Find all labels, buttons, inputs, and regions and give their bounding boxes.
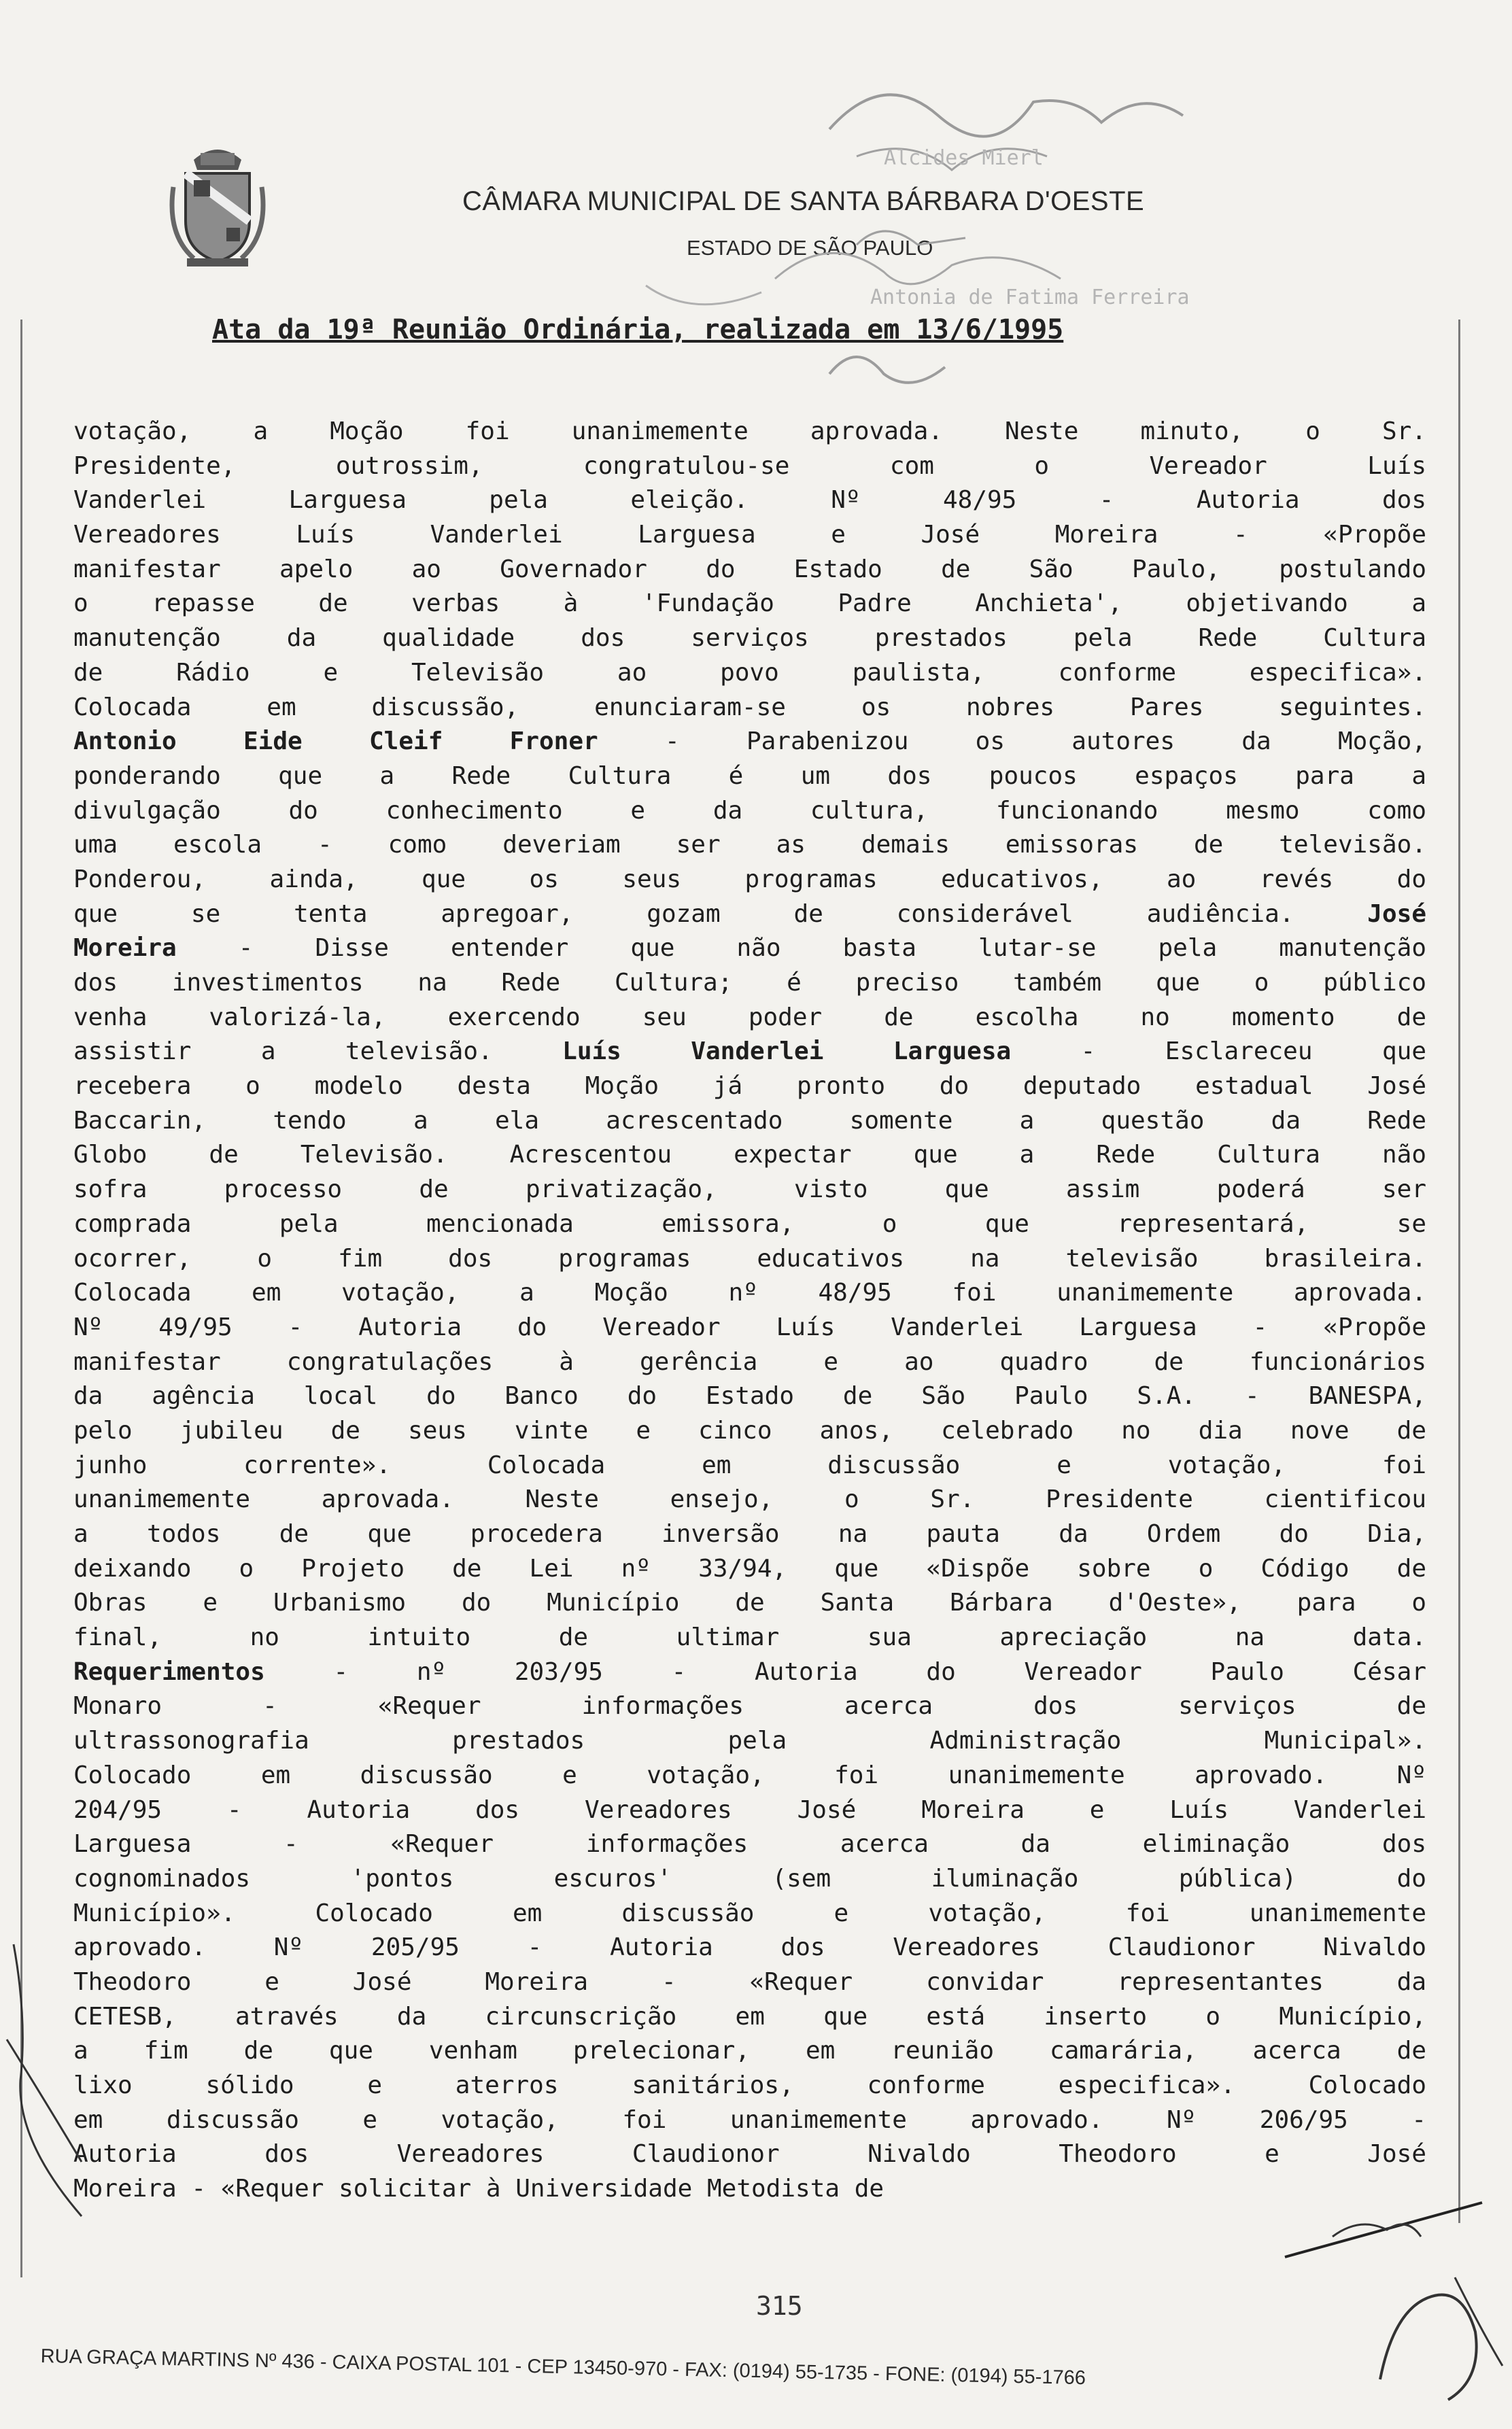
body-line: junho corrente». Colocada em discussão e votação, foi [73, 1451, 1426, 1479]
section-heading: Requerimentos [73, 1657, 265, 1686]
body-line: pelo jubileu de seus vinte e cinco anos, celebrado no dia nove de [73, 1416, 1426, 1445]
body-line: Colocada em votação, a Moção nº 48/95 foi unanimemente aprovada. [73, 1279, 1426, 1307]
body-line: ponderando que a Rede Cultura é um dos poucos espaços para a [73, 761, 1426, 790]
body-line: ultrassonografia prestados pela Administração Municipal». [73, 1727, 1426, 1755]
body-text-span: - nº 203/95 - Autoria do Vereador Paulo César [264, 1657, 1426, 1686]
body-line: Vereadores Luís Vanderlei Larguesa e José Moreira - «Propõe [73, 521, 1426, 549]
body-line [73, 725, 1426, 759]
body-line: a todos de que procedera inversão na pauta da Ordem do Dia, [73, 1520, 1426, 1548]
body-line: unanimemente aprovada. Neste ensejo, o Sr. Presidente cientificou [73, 1485, 1426, 1514]
body-line: Vanderlei Larguesa pela eleição. Nº 48/95 - Autoria dos [73, 486, 1426, 515]
body-line [73, 1035, 1426, 1069]
body-line: Presidente, outrossim, congratulou-se com o Vereador Luís [73, 451, 1426, 480]
body-line: venha valorizá-la, exercendo seu poder de escolha no momento de [73, 1003, 1426, 1031]
body-line: manifestar congratulações à gerência e ao quadro de funcionários [73, 1347, 1426, 1376]
body-line: comprada pela mencionada emissora, o que representará, se [73, 1209, 1426, 1238]
body-line: deixando o Projeto de Lei nº 33/94, que «Dispõe sobre o Código de [73, 1554, 1426, 1583]
body-text-span: - Disse entender que não basta lutar-se pela manutenção [176, 934, 1426, 963]
signatures-area [476, 54, 1496, 408]
body-line: da agência local do Banco do Estado de São Paulo S.A. - BANESPA, [73, 1382, 1426, 1411]
body-line: Obras e Urbanismo do Município de Santa Bárbara d'Oeste», para o [73, 1589, 1426, 1617]
body-line: dos investimentos na Rede Cultura; é preciso também que o público [73, 969, 1426, 997]
body-line: Moreira - «Requer solicitar à Universidade Metodista de [73, 2175, 884, 2203]
body-line: Colocada em discussão, enunciaram-se os nobres Pares seguintes. [73, 693, 1426, 721]
body-line: sofra processo de privatização, visto que assim poderá ser [73, 1175, 1426, 1204]
body-line: Nº 49/95 - Autoria do Vereador Luís Vanderlei Larguesa - «Propõe [73, 1313, 1426, 1341]
body-line: 204/95 - Autoria dos Vereadores José Moreira e Luís Vanderlei [73, 1795, 1426, 1824]
minutes-body [73, 415, 1426, 2207]
speaker-name: Moreira [73, 934, 177, 963]
body-line: Larguesa - «Requer informações acerca da eliminação dos [73, 1830, 1426, 1859]
body-line: votação, a Moção foi unanimemente aprovada. Neste minuto, o Sr. [73, 417, 1426, 445]
body-line: Município». Colocado em discussão e votação, foi unanimemente [73, 1899, 1426, 1927]
speaker-name: Antonio Eide Cleif Froner [73, 727, 598, 756]
body-line: Globo de Televisão. Acrescentou expectar que a Rede Cultura não [73, 1141, 1426, 1169]
body-line: de Rádio e Televisão ao povo paulista, conforme especifica». [73, 658, 1426, 687]
body-line: Colocado em discussão e votação, foi unanimemente aprovado. Nº [73, 1761, 1426, 1789]
page-number: 315 [756, 2291, 803, 2321]
body-text-span: - Esclareceu que [1011, 1037, 1426, 1066]
body-text-span: - Parabenizou os autores da Moção, [598, 727, 1426, 756]
body-line: o repasse de verbas à 'Fundação Padre Anchieta', objetivando a [73, 589, 1426, 618]
body-line: ocorrer, o fim dos programas educativos na televisão brasileira. [73, 1244, 1426, 1273]
body-line: final, no intuito de ultimar sua apreciação na data. [73, 1623, 1426, 1652]
handwritten-signatures-icon [476, 54, 1496, 408]
speaker-name: José [1367, 899, 1426, 928]
body-line: CETESB, através da circunscrição em que está inserto o Município, [73, 2002, 1426, 2031]
organization-state: ESTADO DE SÃO PAULO [687, 236, 933, 260]
body-text-span: assistir a televisão. [73, 1037, 563, 1066]
margin-bracket-icon [0, 1937, 95, 2223]
initials-signature-icon [1258, 2175, 1512, 2429]
right-margin-rule [1458, 320, 1460, 2223]
body-line: Theodoro e José Moreira - «Requer convidar representantes da [73, 1967, 1426, 1996]
body-line: manutenção da qualidade dos serviços prestados pela Rede Cultura [73, 624, 1426, 653]
signature-name-1: Alcides Mierl [884, 146, 1044, 170]
body-line: em discussão e votação, foi unanimemente aprovado. Nº 206/95 - [73, 2105, 1426, 2134]
minutes-title: Ata da 19ª Reunião Ordinária, realizada em 13/6/1995 [212, 314, 1064, 345]
body-line: manifestar apelo ao Governador do Estado de São Paulo, postulando [73, 555, 1426, 583]
body-line: Ponderou, ainda, que os seus programas educativos, ao revés do [73, 865, 1426, 893]
body-line: lixo sólido e aterros sanitários, conforme especifica». Colocado [73, 2071, 1426, 2099]
body-line: uma escola - como deveriam ser as demais emissoras de televisão. [73, 831, 1426, 859]
body-line: Autoria dos Vereadores Claudionor Nivaldo Theodoro e José [73, 2140, 1426, 2169]
signature-name-2: Antonia de Fatima Ferreira [870, 286, 1190, 309]
body-line [73, 897, 1426, 932]
body-line: divulgação do conhecimento e da cultura, funcionando mesmo como [73, 796, 1426, 825]
speaker-name: Luís Vanderlei Larguesa [562, 1037, 1012, 1066]
body-text-span: que se tenta apregoar, gozam de considerável audiência. [73, 899, 1368, 928]
municipal-crest-icon [167, 133, 269, 269]
body-line: recebera o modelo desta Moção já pronto do deputado estadual José [73, 1072, 1426, 1101]
body-line: a fim de que venham prelecionar, em reunião camarária, acerca de [73, 2037, 1426, 2065]
organization-name: CÂMARA MUNICIPAL DE SANTA BÁRBARA D'OESTE [462, 186, 1145, 216]
body-line: Baccarin, tendo a ela acrescentado somente a questão da Rede [73, 1106, 1426, 1135]
body-line: Monaro - «Requer informações acerca dos serviços de [73, 1692, 1426, 1721]
footer-address: RUA GRAÇA MARTINS Nº 436 - CAIXA POSTAL 101 - CEP 13450-970 - FAX: (0194) 55-1735 - FONE: (0194) 55-1766 [40, 2345, 1086, 2390]
body-line: cognominados 'pontos escuros' (sem iluminação pública) do [73, 1864, 1426, 1893]
body-line [73, 931, 1426, 966]
body-line: aprovado. Nº 205/95 - Autoria dos Vereadores Claudionor Nivaldo [73, 1933, 1426, 1962]
body-line [73, 1655, 1426, 1690]
